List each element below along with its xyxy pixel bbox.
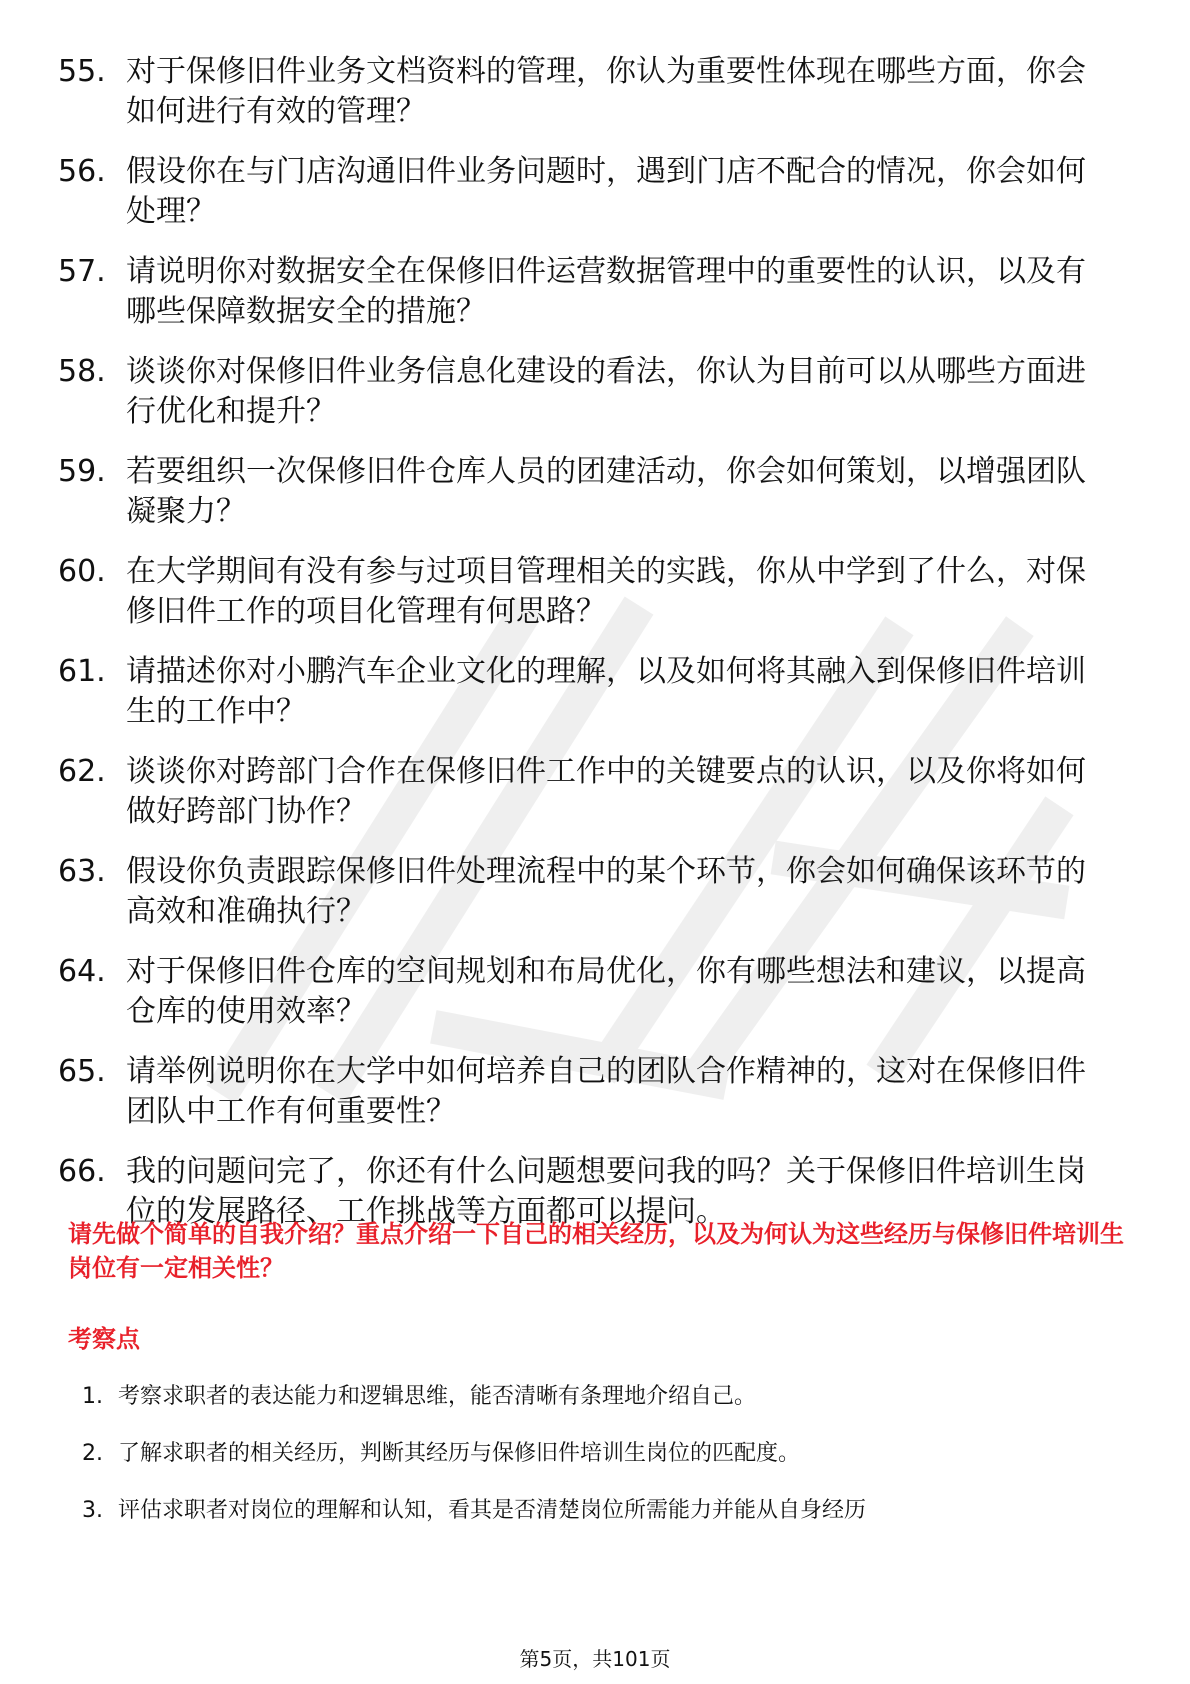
point-number: 3. [82, 1498, 103, 1523]
question-item [58, 552, 1118, 632]
point-text: 考察求职者的表达能力和逻辑思维，能否清晰有条理地介绍自己。 [118, 1384, 757, 1409]
question-text: 请描述你对小鹏汽车企业文化的理解，以及如何将其融入到保修旧件培训生的工作中？ [126, 654, 1086, 729]
highlight-question: 请先做个简单的自我介绍？重点介绍一下自己的相关经历，以及为何认为这些经历与保修旧件培训生岗位有一定相关性？ [68, 1220, 1124, 1282]
question-item [58, 252, 1118, 332]
question-number: 59. [58, 454, 106, 489]
point-number: 2. [82, 1441, 103, 1466]
point-text: 了解求职者的相关经历，判断其经历与保修旧件培训生岗位的匹配度。 [118, 1441, 801, 1466]
page-footer: 第5页，共101页 [519, 1647, 671, 1671]
question-number: 65. [58, 1054, 106, 1089]
question-item [58, 752, 1118, 832]
question-text: 请举例说明你在大学中如何培养自己的团队合作精神的，这对在保修旧件团队中工作有何重要性？ [126, 1054, 1086, 1129]
question-text: 对于保修旧件业务文档资料的管理，你认为重要性体现在哪些方面，你会如何进行有效的管理？ [126, 54, 1086, 129]
question-text: 假设你负责跟踪保修旧件处理流程中的某个环节，你会如何确保该环节的高效和准确执行？ [126, 854, 1086, 929]
question-list [58, 52, 1118, 1252]
question-number: 61. [58, 654, 106, 689]
question-item [58, 652, 1118, 732]
assessment-point [82, 1382, 1122, 1412]
assessment-point [82, 1496, 1122, 1526]
question-number: 62. [58, 754, 106, 789]
question-number: 56. [58, 154, 106, 189]
question-text: 请说明你对数据安全在保修旧件运营数据管理中的重要性的认识，以及有哪些保障数据安全的措施？ [126, 254, 1086, 329]
question-item [58, 452, 1118, 532]
question-number: 57. [58, 254, 106, 289]
section-heading: 考察点 [68, 1325, 140, 1353]
question-item [58, 1052, 1118, 1132]
question-text: 若要组织一次保修旧件仓库人员的团建活动，你会如何策划，以增强团队凝聚力？ [126, 454, 1086, 529]
question-text: 我的问题问完了，你还有什么问题想要问我的吗？关于保修旧件培训生岗位的发展路径、工作挑战等方面都可以提问。 [126, 1154, 1086, 1229]
question-number: 58. [58, 354, 106, 389]
question-number: 64. [58, 954, 106, 989]
point-number: 1. [82, 1384, 103, 1409]
question-item [58, 352, 1118, 432]
assessment-point-list [82, 1382, 1122, 1553]
question-item [58, 52, 1118, 132]
question-text: 假设你在与门店沟通旧件业务问题时，遇到门店不配合的情况，你会如何处理？ [126, 154, 1086, 229]
question-number: 60. [58, 554, 106, 589]
point-text: 评估求职者对岗位的理解和认知，看其是否清楚岗位所需能力并能从自身经历 [118, 1498, 867, 1523]
question-text: 谈谈你对保修旧件业务信息化建设的看法，你认为目前可以从哪些方面进行优化和提升？ [126, 354, 1086, 429]
assessment-point [82, 1439, 1122, 1469]
question-text: 在大学期间有没有参与过项目管理相关的实践，你从中学到了什么，对保修旧件工作的项目化管理有何思路？ [126, 554, 1086, 629]
question-item [58, 852, 1118, 932]
question-item [58, 152, 1118, 232]
question-number: 63. [58, 854, 106, 889]
question-item [58, 952, 1118, 1032]
question-number: 55. [58, 54, 106, 89]
question-text: 谈谈你对跨部门合作在保修旧件工作中的关键要点的认识，以及你将如何做好跨部门协作？ [126, 754, 1086, 829]
question-number: 66. [58, 1154, 106, 1189]
question-text: 对于保修旧件仓库的空间规划和布局优化，你有哪些想法和建议，以提高仓库的使用效率？ [126, 954, 1086, 1029]
